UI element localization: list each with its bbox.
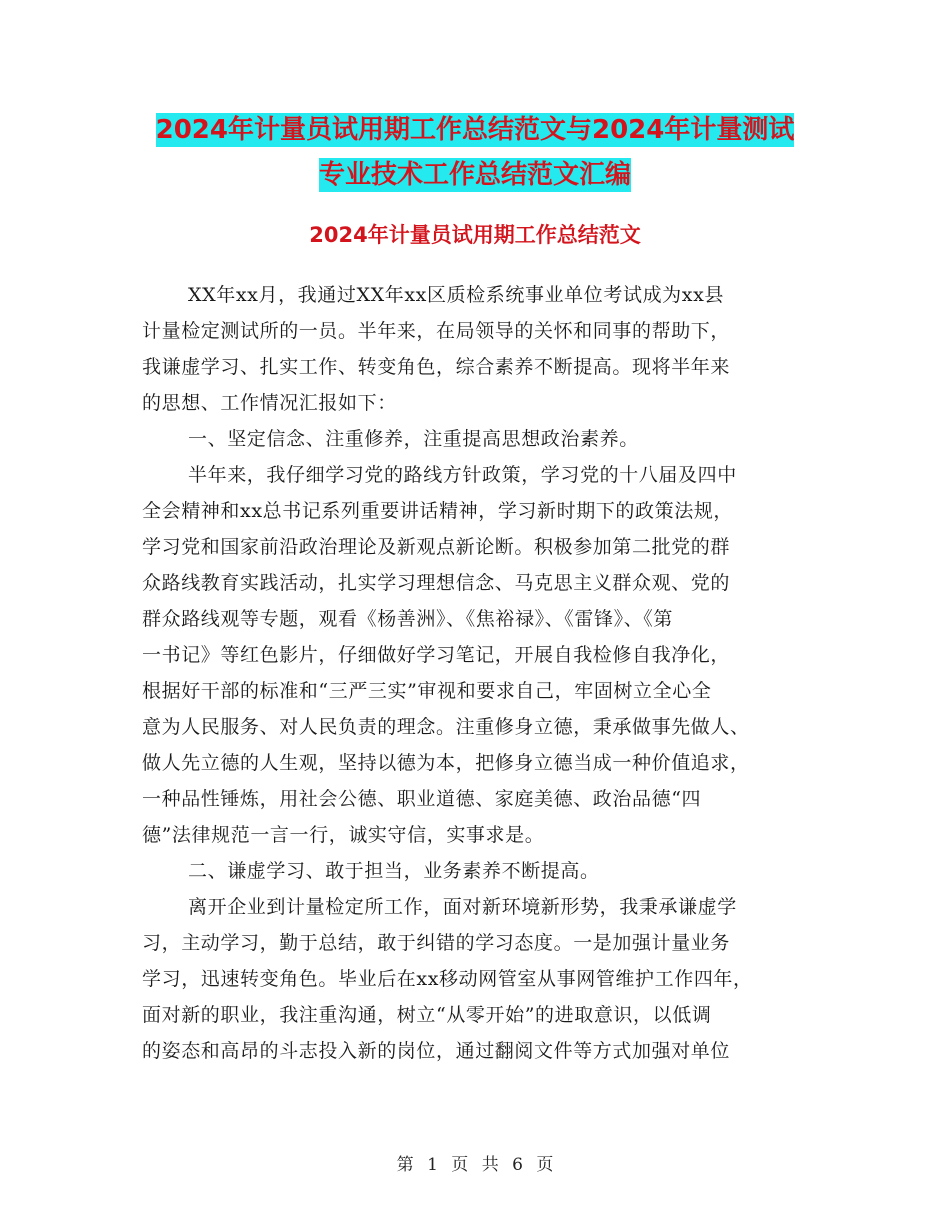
text-line: 一、坚定信念、注重修养，注重提高思想政治素养。 <box>188 428 639 450</box>
text-line: 一种品性锤炼，用社会公德、职业道德、家庭美德、政治品德“四 <box>142 788 702 810</box>
footer-total-pages: 6 <box>512 1155 523 1175</box>
text-line: 我谦虚学习、扎实工作、转变角色，综合素养不断提高。现将半年来 <box>142 356 731 378</box>
text-line: 面对新的职业，我注重沟通，树立“从零开始”的进取意识，以低调 <box>142 1004 712 1026</box>
text-line: 二、谦虚学习、敢于担当，业务素养不断提高。 <box>188 860 600 882</box>
text-line: XX年xx月，我通过XX年xx区质检系统事业单位考试成为xx县 <box>188 284 724 306</box>
document-title-line-1 <box>0 110 950 150</box>
text-line: 计量检定测试所的一员。半年来，在局领导的关怀和同事的帮助下， <box>142 320 731 342</box>
text-line: 意为人民服务、对人民负责的理念。注重修身立德，秉承做事先做人、 <box>142 716 750 738</box>
title-highlight-2: 专业技术工作总结范文汇编 <box>318 160 631 190</box>
text-line: 学习，迅速转变角色。毕业后在xx移动网管室从事网管维护工作四年， <box>142 968 753 990</box>
footer-word-ye-2: 页 <box>536 1155 554 1175</box>
section-title: 2024年计量员试用期工作总结范文 <box>309 223 641 247</box>
text-line: 一书记》等红色影片，仔细做好学习笔记，开展自我检修自我净化， <box>142 644 731 666</box>
footer-page-number: 1 <box>427 1155 438 1175</box>
text-line: 半年来，我仔细学习党的路线方针政策，学习党的十八届及四中 <box>188 464 737 486</box>
page-footer <box>0 1150 950 1180</box>
document-body <box>142 277 812 1069</box>
footer-word-gong: 共 <box>481 1155 499 1175</box>
text-line: 群众路线观等专题，观看《杨善洲》、《焦裕禄》、《雷锋》、《第 <box>142 608 674 630</box>
text-line: 的思想、工作情况汇报如下： <box>142 392 397 414</box>
text-line: 学习党和国家前沿政治理论及新观点新论断。积极参加第二批党的群 <box>142 536 731 558</box>
text-line: 的姿态和高昂的斗志投入新的岗位，通过翻阅文件等方式加强对单位 <box>142 1040 731 1062</box>
title-highlight-1: 2024年计量员试用期工作总结范文与2024年计量测试 <box>155 115 795 145</box>
document-title-line-2 <box>0 155 950 195</box>
footer-word-di: 第 <box>396 1155 414 1175</box>
footer-word-ye: 页 <box>451 1155 469 1175</box>
text-line: 习，主动学习，勤于总结，敢于纠错的学习态度。一是加强计量业务 <box>142 932 731 954</box>
text-line: 众路线教育实践活动，扎实学习理想信念、马克思主义群众观、党的 <box>142 572 731 594</box>
text-line: 德”法律规范一言一行，诚实守信，实事求是。 <box>142 824 545 846</box>
text-line: 根据好干部的标准和“三严三实”审视和要求自己，牢固树立全心全 <box>142 680 712 702</box>
text-line: 离开企业到计量检定所工作，面对新环境新形势，我秉承谦虚学 <box>188 896 737 918</box>
text-line: 全会精神和xx总书记系列重要讲话精神，学习新时期下的政策法规， <box>142 500 734 522</box>
text-line: 做人先立德的人生观，坚持以德为本，把修身立德当成一种价值追求， <box>142 752 750 774</box>
